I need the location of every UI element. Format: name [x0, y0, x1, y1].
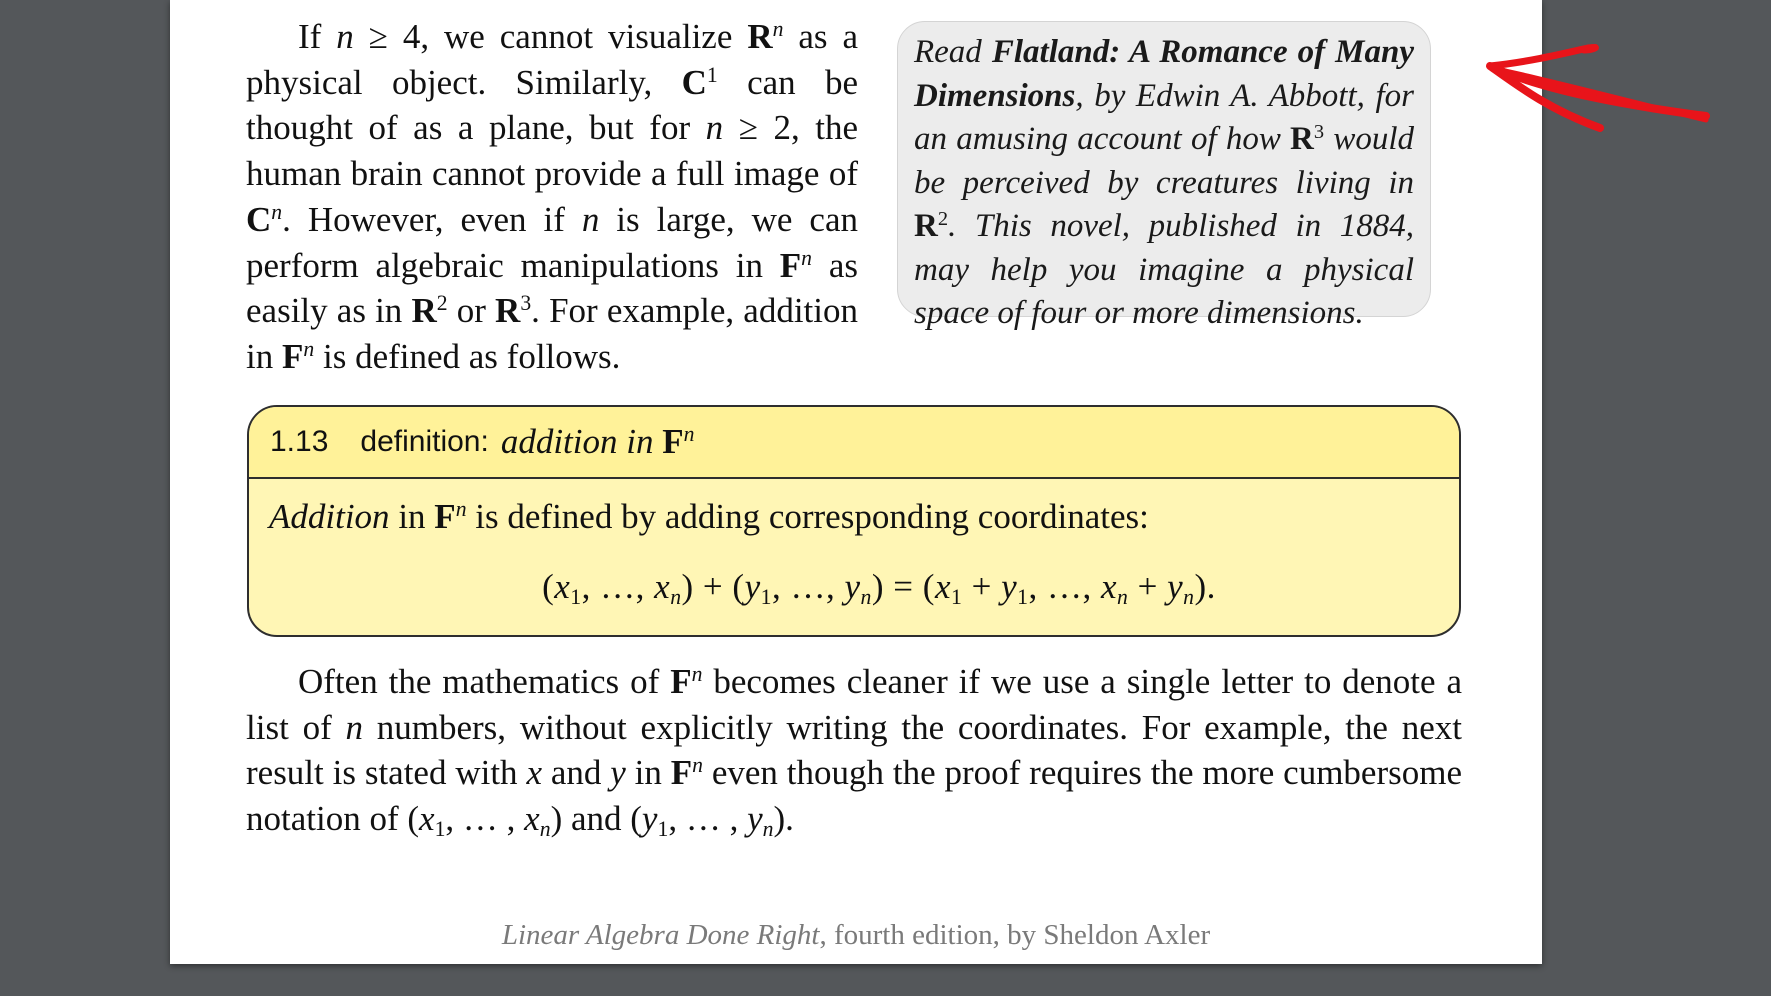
arrow-head-upper: [1490, 47, 1595, 66]
definition-number: 1.13: [270, 425, 329, 458]
page-footer: Linear Algebra Done Right, fourth edition, by Sheldon Axler: [501, 919, 1211, 951]
definition-header: [249, 407, 1459, 479]
margin-note: Read Flatland: A Romance of Many Dimensions, by Edwin A. Abbott, for an amusing account of how $R^3$ would be perceived by creatures living in $R^2$. This novel, published in 1884, may help you imagine a physical space of four or more dimensions.: [897, 21, 1431, 317]
definition-box: [247, 405, 1461, 637]
document-page: [170, 0, 1542, 964]
definition-body: [249, 479, 1459, 609]
definition-title: addition in $F^n$: [500, 422, 695, 461]
book-title: Flatland: A Romance of Many Dimensions: [914, 34, 1415, 114]
notation-paragraph: Often the mathematics of $F^n$ becomes cleaner if we use a single letter to denote a list of n numbers, without explicitly writing the coordinates. For example, the next result is stated with x and y in $F^n$ even though the proof requires the more cumbersome notation of ($x_1$, … , $x_n$) and ($y_1$, … , $y_n$).: [246, 662, 1462, 842]
definition-text: Addition in $F^n$ is defined by adding corresponding coordinates:: [269, 497, 1149, 536]
intro-paragraph: If n ≥ 4, we cannot visualize $R^n$ as a physical object. Similarly, $C^1$ can be thought of as a plane, but for n ≥ 2, the human brain cannot provide a full image of $C^n$. However, even if n is large, we can perform algebraic manipulations in $F^n$ as easily as in $R^2$ or $R^3$. For example, addition in $F^n$ is defined as follows.: [246, 17, 858, 376]
red-arrow-annotation: [1480, 38, 1720, 148]
definition-label: definition:: [360, 425, 489, 458]
addition-formula: ($x_1$, …, $x_n) + (y_1$, …, $y_n) = (x_1 + y_1$, …, $x_n + y_n$).: [542, 567, 1216, 610]
